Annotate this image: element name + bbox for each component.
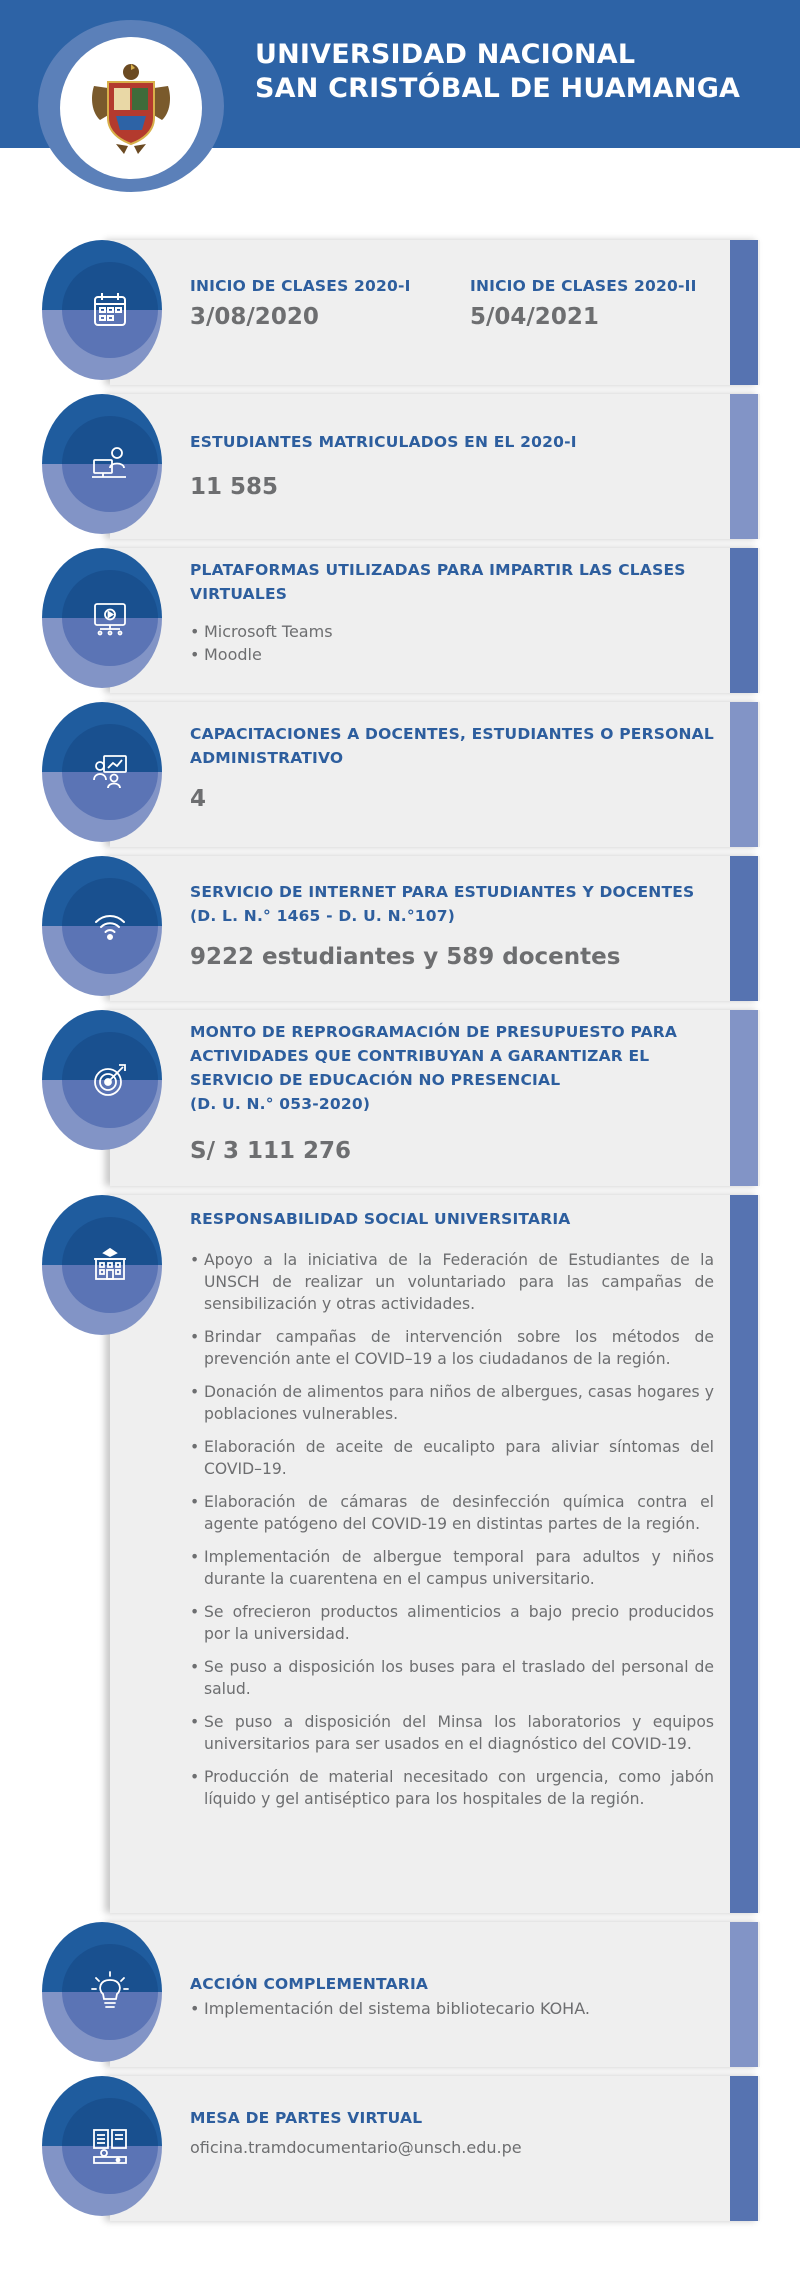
list-item: • Microsoft Teams <box>190 620 333 643</box>
documents-desk-icon <box>90 2126 130 2166</box>
list-item: • Donación de alimentos para niños de albergues, casas hogares y poblaciones vulnerables. <box>190 1381 714 1425</box>
title-line-2: SAN CRISTÓBAL DE HUAMANGA <box>255 73 741 104</box>
card-internet <box>110 856 760 1001</box>
disc-mesa <box>42 2076 162 2216</box>
wifi-icon <box>90 906 130 946</box>
video-screen-icon <box>90 598 130 638</box>
list-item: • Brindar campañas de intervención sobre los métodos de prevención ante el COVID–19 a los ciudadanos de la región. <box>190 1326 714 1370</box>
card-inicio-clases <box>110 240 760 385</box>
university-building-icon <box>90 1245 130 1285</box>
inicio-label-1: INICIO DE CLASES 2020-I <box>190 277 411 295</box>
card-accion <box>110 1922 760 2067</box>
list-item: • Implementación de albergue temporal para adultos y niños durante la cuarentena en el campus universitario. <box>190 1546 714 1590</box>
card-matriculados <box>110 394 760 539</box>
training-icon <box>90 752 130 792</box>
rsu-list <box>190 1249 714 1821</box>
card-plataformas <box>110 548 760 693</box>
disc-plataformas <box>42 548 162 688</box>
calendar-icon <box>91 291 129 329</box>
card-accent-bar <box>730 548 758 693</box>
card-rsu <box>110 1195 760 1913</box>
list-item: • Producción de material necesitado con urgencia, como jabón líquido y gel antiséptico para los hospitales de la región. <box>190 1766 714 1810</box>
card-accent-bar <box>730 1195 758 1913</box>
plataformas-label <box>190 558 686 606</box>
presupuesto-label-line-4: (D. U. N.° 053-2020) <box>190 1095 371 1113</box>
presupuesto-label-line-2: ACTIVIDADES QUE CONTRIBUYAN A GARANTIZAR EL <box>190 1047 650 1065</box>
lightbulb-icon <box>90 1970 130 2014</box>
card-mesa <box>110 2076 760 2221</box>
inicio-value-1: 3/08/2020 <box>190 304 319 330</box>
university-crest-icon <box>86 58 176 158</box>
disc-inicio-clases <box>42 240 162 380</box>
internet-label <box>190 880 694 928</box>
disc-rsu <box>42 1195 162 1335</box>
student-computer-icon <box>90 444 130 484</box>
rsu-label: RESPONSABILIDAD SOCIAL UNIVERSITARIA <box>190 1210 571 1228</box>
disc-accion <box>42 1922 162 2062</box>
presupuesto-label-line-3: SERVICIO DE EDUCACIÓN NO PRESENCIAL <box>190 1071 561 1089</box>
internet-label-line-2: (D. L. N.° 1465 - D. U. N.°107) <box>190 907 456 925</box>
card-capacitaciones <box>110 702 760 847</box>
internet-value: 9222 estudiantes y 589 docentes <box>190 944 621 970</box>
list-item: • Se ofrecieron productos alimenticios a bajo precio producidos por la universidad. <box>190 1601 714 1645</box>
card-accent-bar <box>730 1922 758 2067</box>
accion-label: ACCIÓN COMPLEMENTARIA <box>190 1975 429 1993</box>
presupuesto-label-line-1: MONTO DE REPROGRAMACIÓN DE PRESUPUESTO PARA <box>190 1023 678 1041</box>
plataformas-label-line-2: VIRTUALES <box>190 585 288 603</box>
inicio-value-2: 5/04/2021 <box>470 304 599 330</box>
plataformas-label-line-1: PLATAFORMAS UTILIZADAS PARA IMPARTIR LAS CLASES <box>190 561 686 579</box>
card-accent-bar <box>730 240 758 385</box>
matriculados-value: 11 585 <box>190 474 279 500</box>
capacitaciones-value: 4 <box>190 786 207 812</box>
university-logo <box>60 37 202 179</box>
card-accent-bar <box>730 2076 758 2221</box>
accion-list <box>190 1997 590 2020</box>
disc-internet <box>42 856 162 996</box>
mesa-label: MESA DE PARTES VIRTUAL <box>190 2109 423 2127</box>
list-item: • Elaboración de cámaras de desinfección química contra el agente patógeno del COVID-19 en distintas partes de la región. <box>190 1491 714 1535</box>
internet-label-line-1: SERVICIO DE INTERNET PARA ESTUDIANTES Y DOCENTES <box>190 883 695 901</box>
list-item: • Apoyo a la iniciativa de la Federación de Estudiantes de la UNSCH de realizar un voluntariado para las campañas de sensibilización y otras actividades. <box>190 1249 714 1315</box>
presupuesto-label <box>190 1020 677 1116</box>
card-accent-bar <box>730 856 758 1001</box>
card-presupuesto <box>110 1010 760 1186</box>
list-item: • Moodle <box>190 643 333 666</box>
card-accent-bar <box>730 702 758 847</box>
card-accent-bar <box>730 1010 758 1186</box>
matriculados-label: ESTUDIANTES MATRICULADOS EN EL 2020-I <box>190 433 577 451</box>
page-title <box>255 38 740 106</box>
disc-presupuesto <box>42 1010 162 1150</box>
disc-capacitaciones <box>42 702 162 842</box>
target-icon <box>90 1060 130 1100</box>
capacitaciones-label-line-1: CAPACITACIONES A DOCENTES, ESTUDIANTES O PERSONAL <box>190 725 714 743</box>
list-item: • Implementación del sistema bibliotecario KOHA. <box>190 1997 590 2020</box>
card-accent-bar <box>730 394 758 539</box>
title-line-1: UNIVERSIDAD NACIONAL <box>255 39 636 70</box>
plataformas-list <box>190 620 333 666</box>
capacitaciones-label-line-2: ADMINISTRATIVO <box>190 749 344 767</box>
list-item: • Elaboración de aceite de eucalipto para aliviar síntomas del COVID–19. <box>190 1436 714 1480</box>
list-item: • Se puso a disposición del Minsa los laboratorios y equipos universitarios para ser usados en el diagnóstico del COVID-19. <box>190 1711 714 1755</box>
inicio-label-2: INICIO DE CLASES 2020-II <box>470 277 697 295</box>
presupuesto-value: S/ 3 111 276 <box>190 1138 352 1164</box>
capacitaciones-label <box>190 722 714 770</box>
list-item: • Se puso a disposición los buses para el traslado del personal de salud. <box>190 1656 714 1700</box>
mesa-email: oficina.tramdocumentario@unsch.edu.pe <box>190 2138 522 2157</box>
disc-matriculados <box>42 394 162 534</box>
